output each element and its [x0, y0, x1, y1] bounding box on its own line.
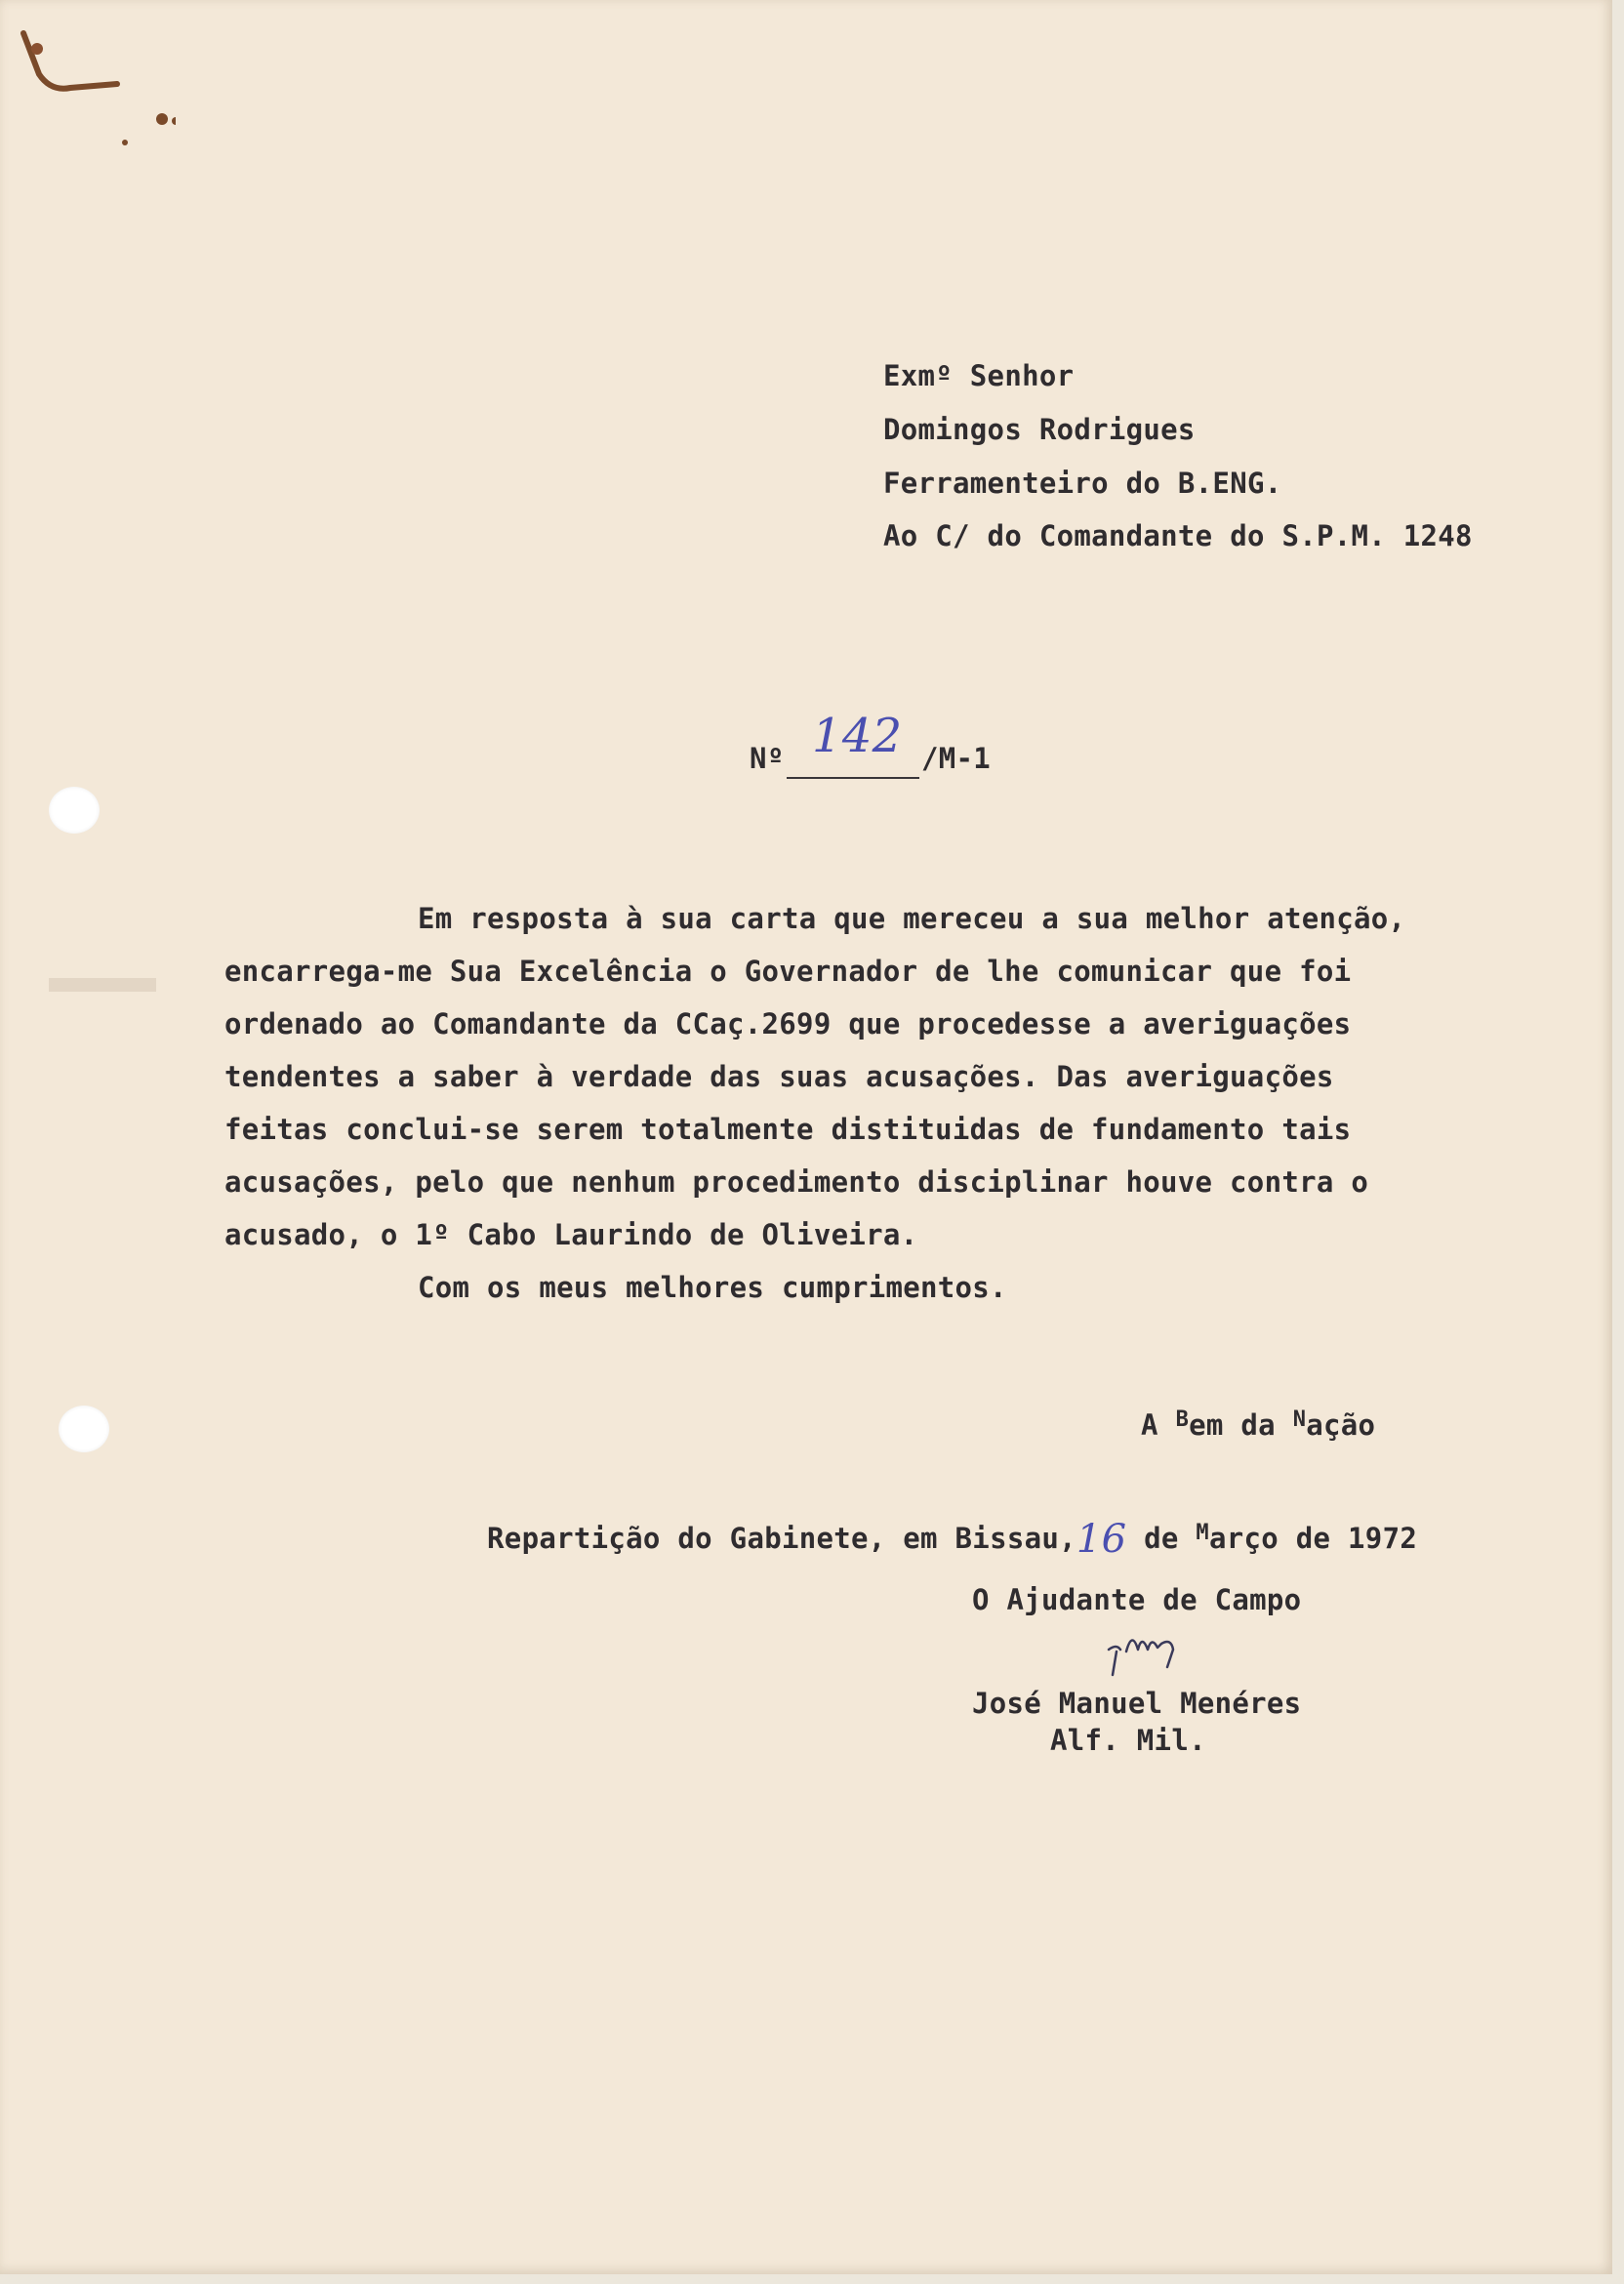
body-line-2: encarrega-me Sua Excelência o Governador de lhe comunicar que foi: [224, 955, 1352, 988]
addressee-line-1: Exmº Senhor: [883, 359, 1075, 392]
signature-rank: Alf. Mil.: [1050, 1724, 1206, 1757]
reference-underline: [787, 777, 919, 779]
date-day: 16: [1076, 1517, 1127, 1562]
handwritten-signature: [1103, 1611, 1210, 1689]
body-closing: Com os meus melhores cumprimentos.: [418, 1271, 1007, 1304]
signature-title: O Ajudante de Campo: [972, 1583, 1302, 1616]
body-line-5: feitas conclui-se serem totalmente distituidas de fundamento tais: [224, 1113, 1352, 1146]
body-line-7: acusado, o 1º Cabo Laurindo de Oliveira.: [224, 1218, 918, 1251]
body-line-4: tendentes a saber à verdade das suas acusações. Das averiguações: [224, 1060, 1334, 1093]
reference-suffix: /M-1: [921, 742, 992, 775]
signature-name: José Manuel Menéres: [972, 1687, 1302, 1720]
addressee-line-4: Ao C/ do Comandante do S.P.M. 1248: [883, 519, 1473, 552]
reference-number: 142: [812, 709, 903, 763]
addressee-line-2: Domingos Rodrigues: [883, 413, 1196, 446]
body-line-3: ordenado ao Comandante da CCaç.2699 que procedesse a averiguações: [224, 1007, 1352, 1040]
body-line-1: Em resposta à sua carta que mereceu a sua melhor atenção,: [418, 902, 1406, 935]
addressee-line-3: Ferramenteiro do B.ENG.: [883, 467, 1282, 500]
punch-hole-bottom: [59, 1406, 109, 1452]
reference-prefix: Nº: [750, 742, 785, 775]
punch-hole-top: [49, 787, 100, 834]
staple-mark: [10, 27, 176, 154]
dateline: Repartição do Gabinete, em Bissau,16 de $^M$arço de 1972: [487, 1517, 1418, 1562]
body-line-6: acusações, pelo que nenhum procedimento disciplinar houve contra o: [224, 1165, 1369, 1199]
salutation: A $^B$em da $^N$ação: [1141, 1407, 1376, 1442]
paper-smudge: [49, 978, 156, 992]
